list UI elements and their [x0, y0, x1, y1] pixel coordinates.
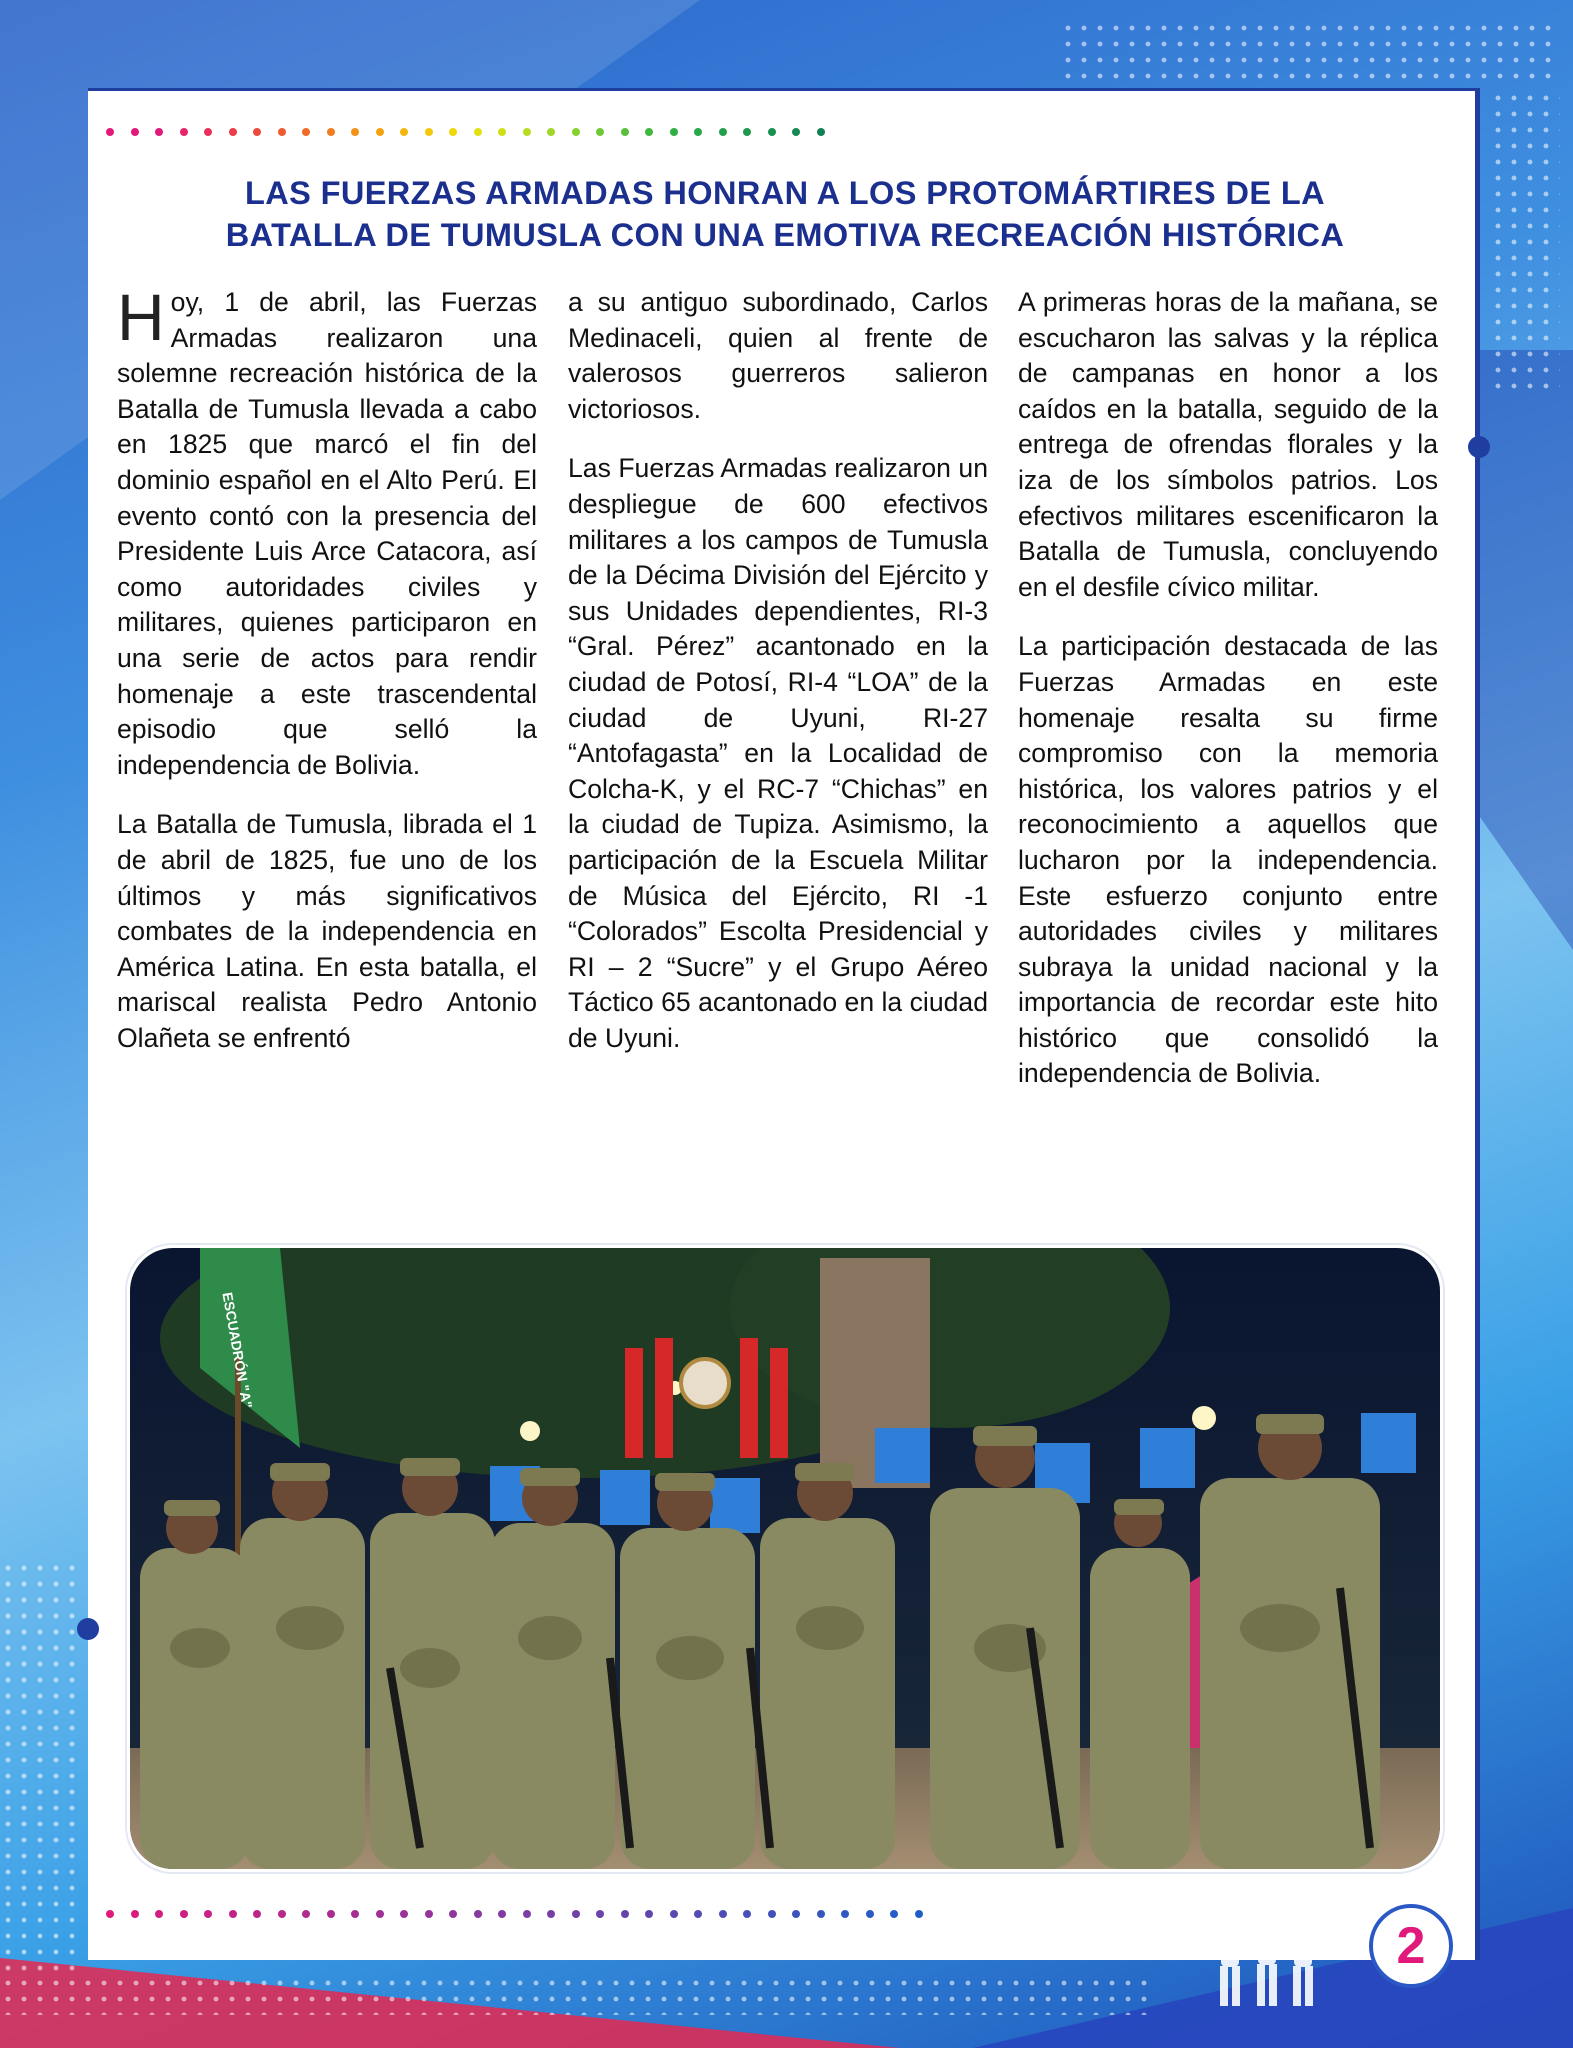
dot-icon: [253, 1910, 261, 1918]
dot-icon: [106, 128, 114, 136]
decorative-dots-bottom: [106, 1910, 923, 1918]
dot-icon: [278, 128, 286, 136]
dot-icon: [474, 128, 482, 136]
dot-icon: [915, 1910, 923, 1918]
frame-dot-icon: [77, 1618, 99, 1640]
dot-icon: [817, 1910, 825, 1918]
paragraph: [117, 280, 537, 783]
dot-pattern: [1060, 20, 1560, 80]
dot-icon: [351, 1910, 359, 1918]
dot-icon: [474, 1910, 482, 1918]
dot-icon: [694, 128, 702, 136]
dot-icon: [841, 1910, 849, 1918]
page-number: 2: [1369, 1904, 1453, 1988]
dot-icon: [180, 1910, 188, 1918]
dot-icon: [792, 128, 800, 136]
dot-icon: [768, 128, 776, 136]
article-column-2: [568, 285, 988, 1080]
title-line-1: LAS FUERZAS ARMADAS HONRAN A LOS PROTOMÁRTIRES DE LA: [244, 175, 1326, 211]
dot-icon: [670, 1910, 678, 1918]
dot-icon: [890, 1910, 898, 1918]
paragraph: La Batalla de Tumusla, librada el 1 de abril de 1825, fue uno de los últimos y más significativos combates de la independencia en América Latina. En esta batalla, el mariscal realista Pedro Antonio Olañeta se enfrentó: [117, 809, 537, 1053]
dot-icon: [400, 1910, 408, 1918]
dot-icon: [670, 128, 678, 136]
page-title: [120, 172, 1450, 256]
decorative-dots-top: [106, 128, 825, 136]
dot-icon: [768, 1910, 776, 1918]
dot-pattern: [0, 1975, 1150, 2015]
dot-icon: [621, 128, 629, 136]
dot-icon: [351, 128, 359, 136]
dot-icon: [302, 1910, 310, 1918]
dot-icon: [817, 128, 825, 136]
dot-icon: [229, 1910, 237, 1918]
title-line-2: BATALLA DE TUMUSLA CON UNA EMOTIVA RECREACIÓN HISTÓRICA: [225, 217, 1345, 253]
dot-icon: [155, 1910, 163, 1918]
dot-icon: [572, 1910, 580, 1918]
dot-icon: [621, 1910, 629, 1918]
dot-icon: [155, 128, 163, 136]
dot-icon: [449, 128, 457, 136]
dot-icon: [498, 128, 506, 136]
dot-icon: [425, 128, 433, 136]
dot-icon: [204, 128, 212, 136]
dot-icon: [302, 128, 310, 136]
paragraph-text: oy, 1 de abril, las Fuerzas Armadas realizaron una solemne recreación histórica de la Batalla de Tumusla llevada a cabo en 1825 que marcó el fin del dominio español en el Alto Perú. El evento contó con la presencia del Presidente Luis Arce Catacora, así como autoridades civiles y militares, quienes participaron en una serie de actos para rendir homenaje a este trascendental episodio que selló la independencia de Bolivia.: [117, 287, 537, 780]
dot-icon: [253, 128, 261, 136]
dot-icon: [278, 1910, 286, 1918]
dot-icon: [743, 128, 751, 136]
dot-icon: [400, 128, 408, 136]
dot-icon: [719, 1910, 727, 1918]
dot-icon: [523, 1910, 531, 1918]
dot-icon: [792, 1910, 800, 1918]
paragraph: A primeras horas de la mañana, se escucharon las salvas y la réplica de campanas en honor a los caídos en la batalla, seguido de la entrega de ofrendas florales y la iza de los símbolos patrios. Los efectivos militares escenificaron la Batalla de Tumusla, concluyendo en el desfile cívico militar.: [1018, 287, 1438, 602]
dot-icon: [596, 128, 604, 136]
dot-icon: [376, 128, 384, 136]
dot-icon: [327, 128, 335, 136]
dot-pattern: [0, 1560, 80, 1980]
soldiers-parade-photo: [127, 1245, 1443, 1872]
dot-pattern: [1490, 90, 1560, 390]
dot-icon: [131, 128, 139, 136]
dot-icon: [743, 1910, 751, 1918]
dot-icon: [719, 128, 727, 136]
dot-icon: [449, 1910, 457, 1918]
dot-icon: [547, 128, 555, 136]
dot-icon: [523, 128, 531, 136]
dot-icon: [425, 1910, 433, 1918]
dot-icon: [596, 1910, 604, 1918]
soldiers-silhouette-icon: [1205, 1900, 1335, 2010]
dot-icon: [180, 128, 188, 136]
flag-text: ESCUADRÓN "A": [219, 1290, 256, 1410]
dot-icon: [327, 1910, 335, 1918]
dot-icon: [694, 1910, 702, 1918]
dot-icon: [498, 1910, 506, 1918]
paragraph: La participación destacada de las Fuerzas Armadas en este homenaje resalta su firme compromiso con la memoria histórica, los valores patrios y el reconocimiento a aquellos que lucharon por la independencia. Este esfuerzo conjunto entre autoridades civiles y militares subraya la unidad nacional y la importancia de recordar este hito histórico que consolidó la independencia de Bolivia.: [1018, 631, 1438, 1089]
dot-icon: [229, 128, 237, 136]
dot-icon: [131, 1910, 139, 1918]
dot-icon: [106, 1910, 114, 1918]
dot-icon: [547, 1910, 555, 1918]
dot-icon: [645, 1910, 653, 1918]
paragraph: a su antiguo subordinado, Carlos Medinaceli, quien al frente de valerosos guerreros salieron victoriosos.: [568, 287, 988, 424]
dot-icon: [204, 1910, 212, 1918]
frame-dot-icon: [1468, 436, 1490, 458]
dot-icon: [866, 1910, 874, 1918]
drop-cap: H: [117, 280, 165, 354]
dot-icon: [645, 128, 653, 136]
dot-icon: [572, 128, 580, 136]
paragraph: Las Fuerzas Armadas realizaron un despliegue de 600 efectivos militares a los campos de Tumusla de la Décima División del Ejército y sus Unidades dependientes, RI-3 “Gral. Pérez” acantonado en la ciudad de Potosí, RI-4 “LOA” de la ciudad de Uyuni, RI-27 “Antofagasta” en la Localidad de Colcha-K, y el RC-7 “Chichas” en la ciudad de Tupiza. Asimismo, la participación de la Escuela Militar de Música del Ejército, RI -1 “Colorados” Escolta Presidencial y RI – 2 “Sucre” y el Grupo Aéreo Táctico 65 acantonado en la ciudad de Uyuni.: [568, 453, 988, 1053]
dot-icon: [376, 1910, 384, 1918]
article-column-3: [1018, 285, 1438, 1116]
article-column-1: [117, 280, 537, 1080]
